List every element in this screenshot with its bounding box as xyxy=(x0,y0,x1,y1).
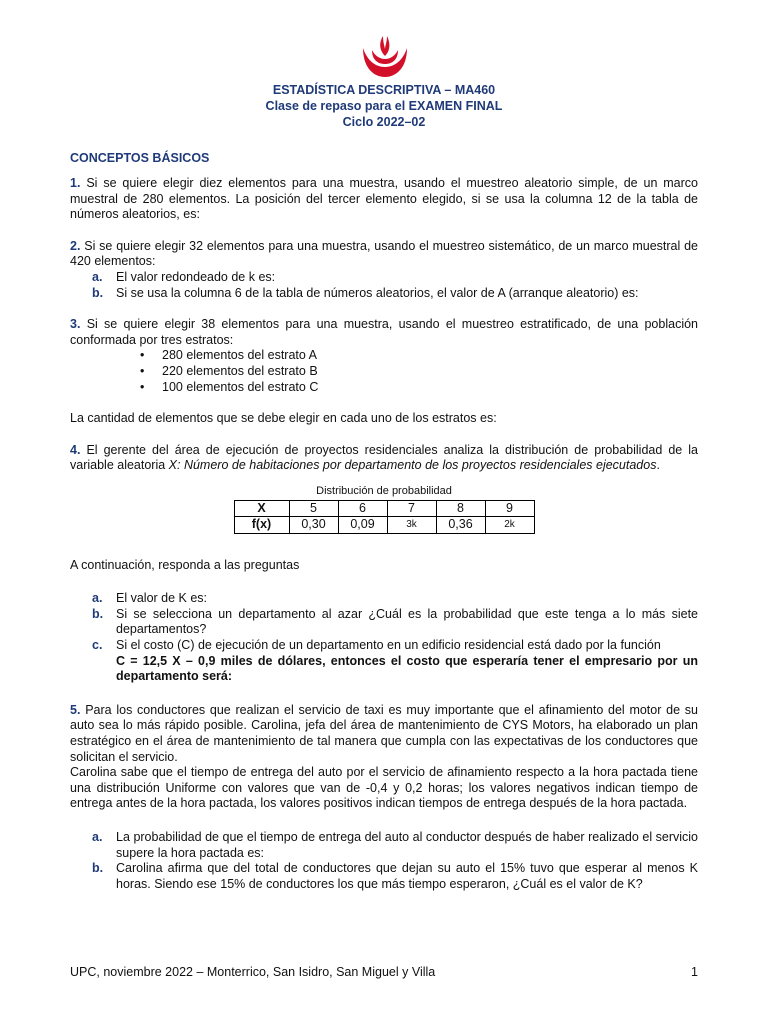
question-4-prompt: A continuación, responda a las preguntas xyxy=(70,557,300,572)
question-4: 4. El gerente del área de ejecución de proyectos residenciales analiza la distribución de probabilidad de la variable aleatoria X: Número de habitaciones por departamento de los proyectos residenciales ejecutados. xyxy=(70,442,698,473)
list-item: a. La probabilidad de que el tiempo de entrega del auto al conductor después de haber realizado el servicio supere la hora pactada es: xyxy=(92,830,698,860)
class-subtitle: Clase de repaso para el EXAMEN FINAL xyxy=(265,99,503,113)
list-item: a. El valor de K es: xyxy=(92,591,208,606)
list-item: a. El valor redondeado de k es: xyxy=(92,269,276,284)
page-footer xyxy=(70,965,698,979)
question-text: Si se quiere elegir 38 elementos para una muestra, usando el muestreo estratificado, de una población conformada por tres estratos: xyxy=(70,317,698,347)
list-item: c. Si el costo (C) de ejecución de un departamento en un edificio residencial está dado por la función C = 12,5 X – 0,9 miles de dólares, entonces el costo que esperaría tener el empresario por un departamento será: xyxy=(92,638,698,684)
probability-table xyxy=(234,500,535,534)
list-item: b. Si se selecciona un departamento al azar ¿Cuál es la probabilidad que este tenga a lo más siete departamentos? xyxy=(92,606,698,637)
question-text: Si se quiere elegir 32 elementos para una muestra, usando el muestreo sistemático, de un marco muestral de 420 elementos: xyxy=(70,238,698,269)
list-item: b. Si se usa la columna 6 de la tabla de números aleatorios, el valor de A (arranque aleatorio) es: xyxy=(92,285,639,300)
cost-formula: C = 12,5 X – 0,9 miles de dólares, entonces el costo que esperaría tener el empresario por un departamento será: xyxy=(116,653,698,684)
bullet-item: • 100 elementos del estrato C xyxy=(140,379,319,394)
question-text: Para los conductores que realizan el servicio de taxi es muy importante que el afinamiento del motor de su auto sea lo más rápido posible. Carolina, jefa del área de mantenimiento de CYS Motors, ha elaborado un plan estratégico en el área de mantenimiento de tal manera que cumpla con las expectativas de los conductores que solicitan el servicio. xyxy=(70,702,698,764)
bullet-item: • 280 elementos del estrato A xyxy=(140,348,317,363)
table-row: f(x) 0,30 0,09 3k 0,36 2k xyxy=(234,517,534,534)
question-5 xyxy=(70,703,698,765)
list-item: b. Carolina afirma que del total de conductores que dejan su auto el 15% tuvo que esperar al menos K horas. Siendo ese 15% de conductores los que más tiempo esperaron, ¿Cuál es el valor de K? xyxy=(92,861,698,891)
question-number: 1. xyxy=(70,176,81,190)
course-title: ESTADÍSTICA DESCRIPTIVA – MA460 xyxy=(272,83,496,97)
question-number: 2. xyxy=(70,238,81,253)
variable-definition: X: Número de habitaciones por departamento de los proyectos residenciales ejecutados xyxy=(168,458,657,473)
footer-text: UPC, noviembre 2022 – Monterrico, San Isidro, San Miguel y Villa xyxy=(70,965,436,979)
table-caption: Distribución de probabilidad xyxy=(316,484,452,497)
table-row: X 5 6 7 8 9 xyxy=(234,500,534,517)
bullet-item: • 220 elementos del estrato B xyxy=(140,363,318,378)
question-number: 4. xyxy=(70,442,81,457)
question-3 xyxy=(70,317,698,348)
page-number: 1 xyxy=(691,965,698,979)
question-number: 3. xyxy=(70,317,81,332)
question-5-context: Carolina sabe que el tiempo de entrega del auto por el servicio de afinamiento respecto a la hora pactada tiene una distribución Uniforme con valores que van de -0,4 y 0,2 horas; los valores negativos indican tiempo de entrega antes de la hora pactada, los valores positivos indican tiempos de entrega después de la hora pactada. xyxy=(70,765,698,811)
question-number: 5. xyxy=(70,702,81,717)
question-2 xyxy=(70,239,698,270)
section-title: CONCEPTOS BÁSICOS xyxy=(70,151,210,165)
question-1 xyxy=(70,176,698,223)
question-3-followup: La cantidad de elementos que se debe elegir en cada uno de los estratos es: xyxy=(70,411,497,426)
upc-logo xyxy=(360,36,410,78)
document-header xyxy=(0,82,768,130)
questions-body xyxy=(70,176,698,892)
question-text: Si se quiere elegir diez elementos para una muestra, usando el muestreo aleatorio simple, de un marco muestral de 280 elementos. La posición del tercer elemento elegido, si se usa la columna 12 de la tabla de números aleatorios, es: xyxy=(70,176,698,222)
cycle-label: Ciclo 2022–02 xyxy=(342,115,426,129)
